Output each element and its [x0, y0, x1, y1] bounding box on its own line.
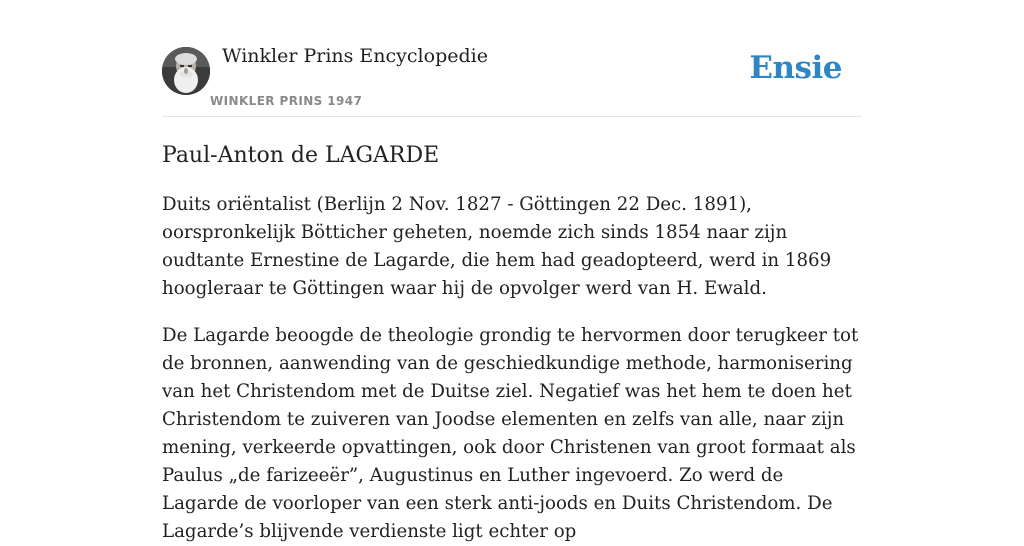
- source-subtitle: WINKLER PRINS 1947: [210, 94, 363, 108]
- source-avatar[interactable]: [162, 47, 210, 95]
- article-paragraph: Duits oriëntalist (Berlijn 2 Nov. 1827 - Göttingen 22 Dec. 1891), oorspronkelijk Bötticher geheten, noemde zich sinds 1854 naar zijn oudtante Ernestine de Lagarde, die hem had geadopteerd, werd in 1869 hoogleraar te Göttingen waar hij de opvolger werd van H. Ewald.: [162, 194, 832, 299]
- article-paragraph: De Lagarde beoogde de theologie grondig te hervormen door terugkeer tot de bronnen, aanwending van de geschiedkundige methode, harmonisering van het Christendom met de Duitse ziel. Negatief was het hem te doen het Christendom te zuiveren van Joodse elementen en zelfs van alle, naar zijn mening, verkeerde opvattingen, ook door Christenen van groot formaat als Paulus „de farizeeër”, Augustinus en Luther ingevoerd. Zo werd de Lagarde de voorloper van een sterk anti-joods en Duits Christendom. De Lagarde’s blijvende verdienste ligt echter op: [162, 325, 859, 542]
- source-header: [162, 0, 862, 117]
- bearded-man-portrait-icon: [162, 47, 210, 95]
- source-title-link[interactable]: Winkler Prins Encyclopedie: [222, 45, 488, 67]
- ensie-logo[interactable]: Ensie: [749, 50, 842, 86]
- article-page: [162, 0, 862, 546]
- article-title: Paul-Anton de LAGARDE: [162, 143, 440, 168]
